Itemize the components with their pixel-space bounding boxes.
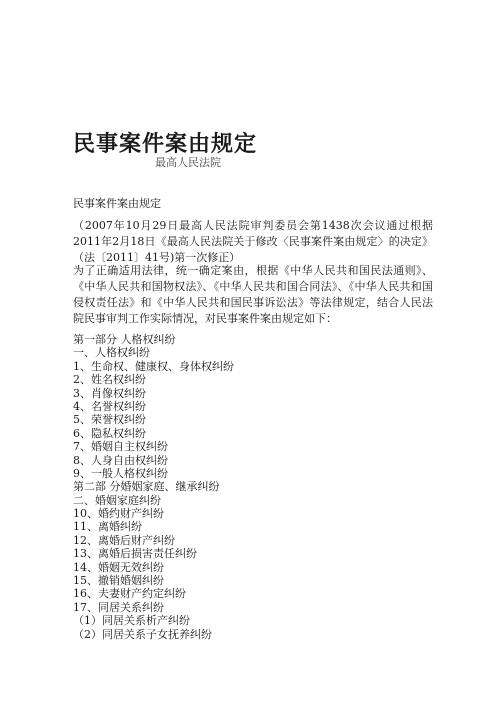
document-subheading: 民事案件案由规定 bbox=[73, 197, 161, 210]
document-author: 最高人民法院 bbox=[155, 156, 221, 169]
list-item: 第一部分 人格权纠纷 bbox=[73, 333, 176, 346]
list-item: （2）同居关系子女抚养纠纷 bbox=[73, 627, 212, 641]
list-item: 5、荣誉权纠纷 bbox=[73, 413, 146, 427]
list-item: 4、名誉权纠纷 bbox=[73, 399, 146, 413]
list-item: 一、人格权纠纷 bbox=[73, 346, 150, 360]
list-item: 6、隐私权纠纷 bbox=[73, 426, 146, 440]
list-item: 第二部 分婚姻家庭、继承纠纷 bbox=[73, 480, 220, 494]
list-item: 15、撤销婚姻纠纷 bbox=[73, 574, 164, 588]
list-item: 12、离婚后财产纠纷 bbox=[73, 533, 175, 547]
case-cause-list bbox=[73, 333, 234, 641]
list-item: 16、夫妻财产约定纠纷 bbox=[73, 587, 186, 601]
list-item: （1）同居关系析产纠纷 bbox=[73, 614, 190, 628]
list-item: 14、婚姻无效纠纷 bbox=[73, 560, 164, 574]
list-item: 7、婚姻自主权纠纷 bbox=[73, 440, 168, 454]
list-item: 17、同居关系纠纷 bbox=[73, 600, 164, 614]
revision-note: （2007年10月29日最高人民法院审判委员会第1438次会议通过根据2011年2月18日《最高人民法院关于修改〈民事案件案由规定〉的决定》（法〔2011〕41号)第一次修正） bbox=[73, 219, 433, 264]
list-item: 9、一般人格权纠纷 bbox=[73, 466, 168, 480]
list-item: 11、离婚纠纷 bbox=[73, 520, 142, 534]
list-item: 二、婚姻家庭纠纷 bbox=[73, 493, 161, 507]
list-item: 2、姓名权纠纷 bbox=[73, 373, 146, 387]
list-item: 13、离婚后损害责任纠纷 bbox=[73, 547, 197, 561]
list-item: 1、生命权、健康权、身体权纠纷 bbox=[73, 359, 234, 373]
list-item: 10、婚约财产纠纷 bbox=[73, 507, 164, 521]
list-item: 8、人身自由权纠纷 bbox=[73, 453, 168, 467]
list-item: 3、肖像权纠纷 bbox=[73, 386, 146, 400]
intro-paragraph: 为了正确适用法律，统一确定案由，根据《中华人民共和国民法通则》、《中华人民共和国物权法》、《中华人民共和国合同法》、《中华人民共和国侵权责任法》和《中华人民共和国民事诉讼法》等法律规定，结合人民法院民事审判工作实际情况，对民事案件案由规定如下： bbox=[73, 264, 433, 325]
document-title: 民事案件案由规定 bbox=[73, 131, 258, 157]
